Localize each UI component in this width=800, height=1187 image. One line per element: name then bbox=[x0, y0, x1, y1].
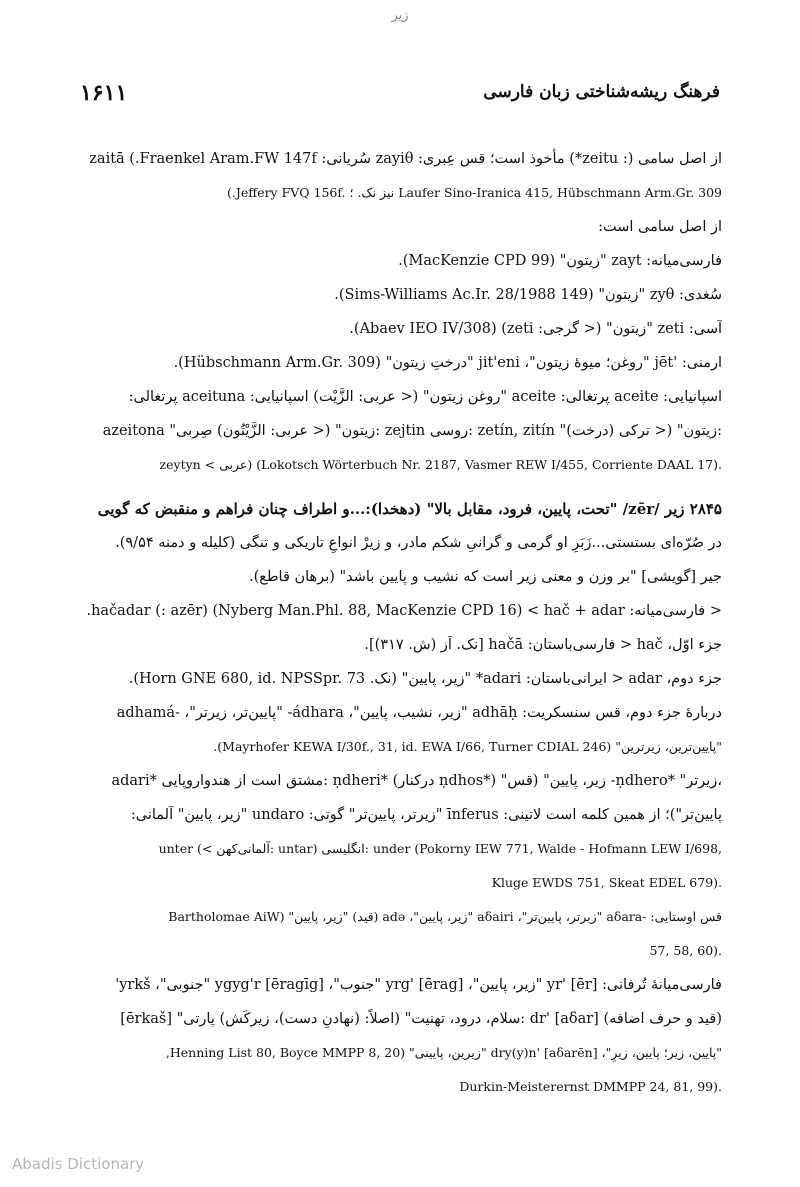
text-line: جزء دوم، adar < ایرانی‌باستان: adari* "زیر، پایین" (نک. Horn GNE 680, id. NPSSpr. 73). bbox=[128, 671, 722, 687]
text-line: Kluge EWDS 751, Skeat EDEL 679). bbox=[491, 875, 722, 890]
book-title: فرهنگ ریشه‌شناختی زبان فارسی bbox=[483, 82, 720, 102]
watermark: Abadis Dictionary bbox=[12, 1155, 145, 1173]
text-line: "پایین‌ترین، زیرترین" (Mayrhofer KEWA I/30f., 31, id. EWA I/66, Turner CDIAL 246). bbox=[213, 739, 722, 754]
text-line: دربارهٔ جزء دوم، قس سنسکریت: adhāḥ "زیر، نشیب، پایین"، ádhara- "پایین‌تر، زیرتر"، -adhamá bbox=[116, 705, 722, 721]
text-line: سُغدی: zyθ "زیتون" (Sims-Williams Ac.Ir. 28/1988 149). bbox=[334, 287, 722, 303]
text-line: اسپانیایی: aceite پرتغالی: aceite "روغن زیتون" (< عربی: الزَّیْت) اسپانیایی: aceituna پرتغالی: bbox=[128, 389, 722, 405]
text-line: zeytyn < عربی) (Lokotsch Wörterbuch Nr. 2187, Vasmer REW I/455, Corriente DAAL 17). bbox=[159, 457, 722, 472]
text-line: (.Jeffery FVQ 156f. نیز نک. ؛ Laufer Sino-Iranica 415, Hübschmann Arm.Gr. 309 bbox=[227, 185, 722, 200]
text-line: [ērkaš] "سلام، درود، تهنیت" (اصلاً: (نهادنِ دست)، زیرکَش) پارتی: dr' [aδar] (قید و حرف اضافه) bbox=[120, 1011, 722, 1027]
text-line: adari* مشتق است از هندواروپایی: ṇdheri* (درکنار ṇdhos*) "زیر، پایین" (قس -ṇdhero* "زیرتر، bbox=[111, 773, 722, 789]
text-line: در صُرّه‌ای بستستی...زَبَرِ او گرمی و گرانیِ شکم مادر، و زیرْ انواعِ تاریکی و تنگی (کلیله و دمنه ۹/۵۴). bbox=[115, 535, 722, 551]
document-body bbox=[78, 142, 722, 1104]
text-line: azeitona "زیتون" (< عربی: الزَّیْتُون) صِربی: zejtin روسی: zetín, zitín "(درخت) زیتون" (< ترکی: bbox=[102, 423, 722, 439]
page-top-word: زیر bbox=[391, 8, 409, 23]
page-header bbox=[80, 80, 720, 110]
text-line: فارسی‌میانه: zayt "زیتون" (MacKenzie CPD 99). bbox=[398, 253, 722, 269]
text-line: از اصل سامی است: bbox=[598, 219, 722, 235]
page-number: ۱۶۱۱ bbox=[80, 80, 128, 106]
text-line: جیر [گویشی] "بر وزن و معنی زیر است که نشیب و پایین باشد" (برهان قاطع). bbox=[249, 569, 722, 585]
text-line: آسی: zeti "زیتون" (< گرجی: zeti) (Abaev IEO IV/308). bbox=[349, 321, 722, 337]
text-line: unter (< آلمانی‌کهن: untar) انگلیسی: under (Pokorny IEW 771, Walde - Hofmann LEW I/698, bbox=[158, 841, 722, 856]
text-line: ارمنی: 'jēt "روغن؛ میوهٔ زیتون"، jit'eni "درختِ زیتون" (Hübschmann Arm.Gr. 309). bbox=[173, 355, 722, 371]
text-line: 57, 58, 60). bbox=[649, 943, 722, 958]
text-line: فارسی‌میانهٔ تُرفانی: yr' [ēr] "زیر، پایین"، yrg' [ērag] "جنوب"، ygyg'r [ēragīg] "جنوبی"، yrkš' bbox=[115, 977, 722, 993]
text-line: جزء اوّل، hač < فارسی‌باستان: hačā [نک. اَز (ش. ۳۱۷)]. bbox=[364, 637, 722, 653]
text-line: Durkin-Meisterernst DMMPP 24, 81, 99). bbox=[459, 1079, 722, 1094]
entry-headword-line: ۲۸۴۵ زیر /zēr/ "تحت، پایین، فرود، مقابل بالا" (دهخدا):...و اطراف چنان فراهم و منقبض که گویی bbox=[97, 500, 722, 518]
text-line: "پایین، زیر؛ پایین، زیرِ"، dry(y)n' [aδarēn] "زیرین، پایینی" (Henning List 80, Boyce MMPP 8, 20, bbox=[165, 1045, 722, 1060]
text-line: < فارسی‌میانه: hačadar (: azēr) (Nyberg Man.Phl. 88, MacKenzie CPD 16) < hač + adar. bbox=[86, 603, 722, 619]
text-line: قس اوستایی: -aδara "زیرتر، پایین‌تر"، aδairi "زیر، پایین"، adə (قید) "زیر، پایین" (Bartholomae AiW bbox=[168, 909, 722, 924]
text-line: از اصل سامی (: zeitu*) مأخوذ است؛ قس عِبری: zayiθ سُریانی: zaitā (.Fraenkel Aram.FW 147f bbox=[89, 151, 722, 167]
text-line: پایین‌تر")؛ از همین کلمه است لاتینی: īnferus "زیرتر، پایین‌تر" گوتی: undaro "زیر، پایین" آلمانی: bbox=[130, 807, 722, 823]
